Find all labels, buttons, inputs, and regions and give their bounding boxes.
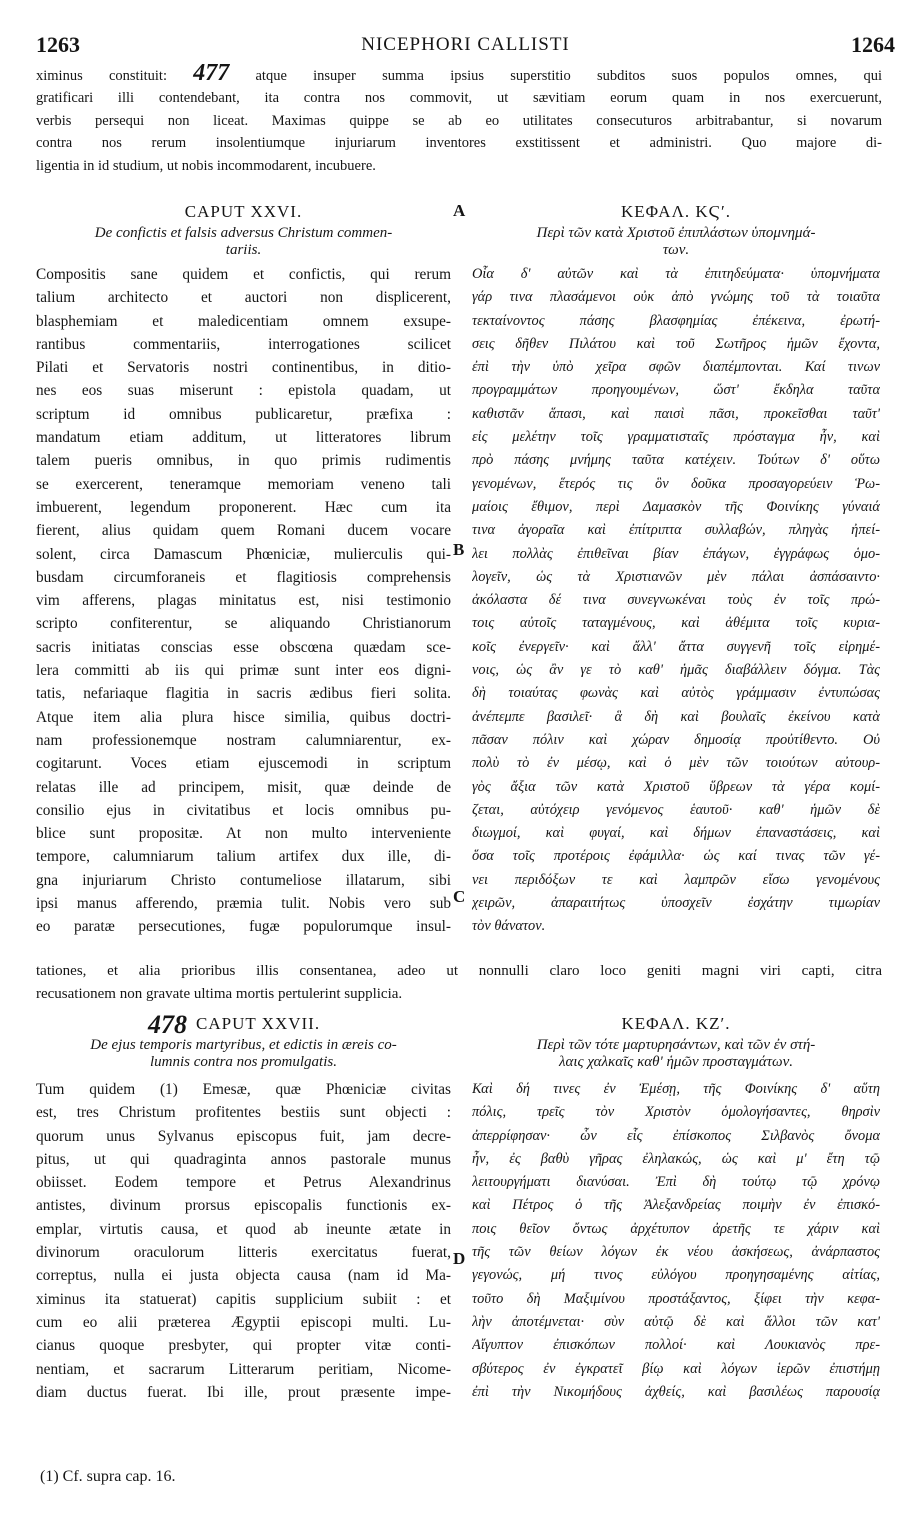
text-line: Αἴγυπτον ἐπισκόπων πολλοί· καὶ Λουκιανὸς πρε- [472,1337,880,1354]
text-line: τεκταίνοντος πάσης βλασφημίας ἐπέκεινα, ἐρωτή- [472,312,880,329]
text-line: δὴ τοιαύτας φωνὰς καὶ αὐτὸς γράμμασιν ἐντυπώσας [472,685,880,702]
text-line: τινα ἀγοραῖα καὶ ἐπίτριπτα συλλαβών, πληγὰς ἠπεί- [472,522,880,539]
text-line: quorum unus Sylvanus episcopus fuit, jam decre- [36,1127,451,1145]
caput-26-latin-column [36,263,451,939]
text-line: γεγονώς, μή τινος εὐλόγου προηγησαμένης αἰτίας, [472,1267,880,1284]
text-line: μαίοις ἔθιμον, περὶ Δαμασκὸν τῆς Φοινίκης γύναιά [472,498,880,515]
text-line: γάρ τινα πλασάμενοι οὐκ ἀπὸ γνώμης τοῦ τὰ τοιαῦτα [472,289,880,306]
caput-27-latin-title: CAPUT XXVII. [196,1014,321,1033]
text-line: διωγμοί, καὶ φυγαί, καὶ δήμων ἐπαναστάσεις, καὶ [472,825,880,842]
text-line: νει περιδόξων τε καὶ λαμπρῶν εἴσω γενομένους [472,871,880,888]
subtitle-line: Περὶ τῶν κατὰ Χριστοῦ ἐπιπλάστων ὑπομνημά- [536,225,816,241]
text-line: consilio ejus in civitatibus et locis omnibus pu- [36,801,451,819]
caput-27-latin-subtitle [36,1037,451,1071]
column-number-477: 477 [193,62,230,86]
text-line: blice sunt propositæ. At non multo interveniente [36,825,451,843]
running-header [36,32,895,58]
text-line: correptus, nulla ei justa objecta causa (nam id Ma- [36,1267,451,1285]
text-line: pitus, ut qui quadraginta annos pastorale munus [36,1150,451,1168]
subtitle-line: tariis. [225,242,262,258]
text-line: ζεται, αὐτόχειρ γενόμενος ἑαυτοῦ· καθ' ἡμῶν δὲ [472,801,880,818]
intro-paragraph [36,62,882,177]
text-line: nes eos suas miserunt : epistola quadam, ut [36,382,451,400]
text-line: Καὶ δή τινες ἐν Ἐμέσῃ, τῆς Φοινίκης δ' αὕτη [472,1081,880,1097]
caput-27-greek-column [472,1078,880,1404]
text-line: est, tres Christum profitentes bestiis sunt objecti : [36,1104,451,1122]
text-line: imbuerent, legendum proponerent. Hæc cum ita [36,498,451,516]
caput-26-greek-column [472,263,880,939]
text-line: ipsi manus afferendo, præmia tulit. Nobis vero sub [36,895,451,913]
text-line: πᾶσαν πόλιν καὶ χώραν δημοσίᾳ προὐτίθεντο. Οὐ [472,731,880,748]
text-line: scripto confiterentur, se aliquando Christianorum [36,615,451,633]
caput-26-latin-title: CAPUT XXVI. [184,202,303,221]
text-line: λειτουργήματι διανύσαι. Ἐπὶ δὴ τούτῳ τῷ χρόνῳ [472,1174,880,1191]
caput-26-greek-subtitle [472,225,880,259]
text-line: cum eo alii præterea Ægyptii episcopi multi. Lu- [36,1313,451,1331]
text-line: solent, circa Damascum Phœniciæ, mulierculis qui- [36,545,451,563]
intro-line: contra nos rerum insolentiumque injuriarum inventores exstitissent et administri. Quo majore di- [36,135,882,152]
text-line: divinorum oraculorum litteris exercitatus fuerat, [36,1244,451,1262]
intro-line: ligentia in id studium, ut nobis incommodarent, incubuere. [36,157,376,174]
text-line: ἀπερρίφησαν· ὧν εἷς ἐπίσκοπος Σιλβανὸς ὄνομα [472,1127,880,1144]
text-line: fierent, alius quidam quem Romani ducem vocare [36,522,451,540]
text-line: cogitarunt. Voces etiam ejuscemodi in scriptum [36,755,451,773]
bottom-line: tationes, et alia prioribus illis consentanea, adeo ut nonnulli claro loco geniti magni viri capti, citra [36,963,882,979]
text-line: λογεῖν, ὡς τὰ Χριστιανῶν μὲν πάλαι ἀσπάσαιντο· [472,568,880,585]
text-line: talem pueris omnibus, in quo primis rudimentis [36,452,451,470]
text-line: antistes, divinum prorsus episcopalis functionis ex- [36,1197,451,1215]
text-line: rantibus commentariis, interrogationes scilicet [36,335,451,353]
text-line: ἐπὶ τὴν ὑπὸ χεῖρα σφῶν διαπέμπονται. Καί τινων [472,359,880,376]
text-line: λὴν ἀποτέμνεται· σὺν αὐτῷ δὲ καὶ ἄλλοι τῶν κατ' [472,1313,880,1330]
text-line: τὸν θάνατον. [472,918,546,935]
subtitle-line: De ejus temporis martyribus, et edictis in æreis co- [90,1037,397,1053]
text-line: nentiam, et sacrarum Litterarum peritiam, Nicome- [36,1360,451,1378]
text-line: Pilati et Servatoris nostri continentibus, in ditio- [36,359,451,377]
text-line: busdam circumforaneis et flagitiosis comprehensis [36,568,451,586]
text-line: scriptum id omnibus publicaretur, præfixa : [36,405,451,423]
text-line: ἐπὶ τὴν Νικομήδους ἀχθείς, καὶ βασιλέως παρουσίᾳ [472,1383,880,1400]
text-line: ὅσα τοῖς προτέροις ἐφάμιλλα· ὡς καί τινας τῶν γέ- [472,848,880,865]
footnote: (1) Cf. supra cap. 16. [40,1468,176,1485]
running-title: NICEPHORI CALLISTI [361,34,570,55]
column-number-478: 478 [148,1010,187,1039]
margin-mark-d: D [453,1249,466,1268]
text-line: Tum quidem (1) Emesæ, quæ Phœniciæ civitas [36,1081,451,1098]
margin-mark-c: C [453,887,466,906]
text-line: καθιστᾶν ἅπασι, καὶ παισὶ πᾶσι, προκεῖσθαι ταῦτ' [472,405,880,422]
text-line: sacris initiatas conscias esse obscœna quædam sce- [36,638,451,656]
text-line: τοις αὐτοῖς ταταγμένους, καὶ ἀθέμιτα τοῖς κυρια- [472,615,880,632]
caput-26-latin-subtitle [36,225,451,259]
text-line: obiisset. Eodem tempore et Petrus Alexandrinus [36,1174,451,1192]
margin-mark-a: A [453,201,466,220]
subtitle-line: lumnis contra nos promulgatis. [150,1054,337,1070]
text-line: ποις θεῖον ὄντως ἀρχέτυπον ἀρετῆς τε χάριν καὶ [472,1220,880,1237]
page-number-right: 1264 [851,32,895,57]
intro-line: verbis persequi non liceat. Maximas quippe se ab eo utilitates consecuturos arbitrabantur, si novarum [36,112,882,129]
text-line: πόλις, τρεῖς τὸν Χριστὸν ὁμολογήσαντες, θηρσὶν [472,1104,880,1121]
text-line: πρὸ πάσης μνήμης ταῦτα κατέχειν. Τούτων δ' οὕτω [472,452,880,469]
text-line: προγραμμάτων προηγουμένων, ὥστ' ἔκδηλα ταῦτα [472,382,880,399]
caput-27-greek-title: ΚΕΦΑΛ. ΚΖʹ. [621,1014,731,1033]
caput-26-bottom-lines [36,960,882,1005]
text-line: talium architecto et auctori non displicerent, [36,289,451,307]
text-line: πολὺ τὸ ἐν μέσῳ, καὶ ὁ μὲν τῶν τοιούτων αὐτουρ- [472,755,880,772]
text-line: tempore, calumniarum talium artifex dux ille, di- [36,848,451,866]
text-line: χειρῶν, ἀπαραιτήτως ὑποσχεῖν ἐσχάτην τιμωρίαν [472,895,880,912]
text-line: ἀκόλαστα δέ τινα συνεγνωκέναι τοὺς ἐν τοῖς πρώ- [472,592,880,609]
text-line: Compositis sane quidem et confictis, qui rerum [36,266,451,283]
text-line: ἦν, ἐς βαθὺ γῆρας ἐληλακώς, ὡς καὶ μ' ἔτη τῷ [472,1150,880,1167]
text-line: νοις, ὡς ἂν γε τὸ καθ' ἡμᾶς διαβάλλειν δόγμα. Τὰς [472,662,880,679]
text-line: relatas ille ad principem, misit, quæ deinde de [36,778,451,796]
subtitle-line: Περὶ τῶν τότε μαρτυρησάντων, καὶ τῶν ἐν στή- [536,1037,816,1053]
text-line: τῆς τῶν θείων λόγων ἐκ νέου ἀσκήσεως, ἀνάρπαστος [472,1244,880,1261]
bottom-line: recusationem non gravate ultima mortis pertulerint supplicia. [36,985,403,1002]
subtitle-line: De confictis et falsis adversus Christum commen- [94,225,393,241]
text-line: gna injuriarum Christo contumeliose illatarum, sibi [36,871,451,889]
subtitle-line: λαις χαλκαῖς καθ' ἡμῶν προσταγμάτων. [558,1054,793,1070]
text-line: mandatum etiam additum, ut litteratores librum [36,429,451,447]
text-line: Atque item alia plura hisce similia, quibus doctri- [36,708,451,726]
margin-mark-b: B [453,540,465,559]
caput-27-latin-column [36,1078,451,1404]
text-line: emplar, virtutis causa, et quod ab ineunte ætate in [36,1220,451,1238]
page-number-left: 1263 [36,32,80,57]
intro-line: gratificari illi contendebant, ita contra nos commovit, ut sævitiam eorum quam in nos exercuerunt, [36,90,882,107]
text-line: γενομένων, ἕτερός τις ὃν δοῦκα προσαγορεύειν Ῥω- [472,475,880,492]
text-line: ἀνέπεμπε βασιλεῖ· ἃ δὴ καὶ βουλαῖς ἐκείνου κατὰ [472,708,880,725]
text-line: Οἷα δ' αὐτῶν καὶ τὰ ἐπιτηδεύματα· ὑπομνήματα [472,266,880,282]
text-line: ximinus ita statuerat) capitis supplicium subiit : et [36,1290,451,1308]
text-line: blasphemiam et maledicentiam omnem exsupe- [36,312,451,330]
text-line: nam professionemque nostram calumniarentur, ex- [36,731,451,749]
text-line: εἰς μελέτην τοῖς γραμματισταῖς πρόσταγμα ἦν, καὶ [472,429,880,446]
text-line: καὶ Πέτρος ὁ τῆς Ἀλεξανδρείας ποιμὴν ἐν ἐπισκό- [472,1197,880,1214]
text-line: τοῦτο δὴ Μαξιμίνου προστάξαντος, ξίφει τὴν κεφα- [472,1290,880,1307]
text-line: vim afferens, plagas minitatus est, nisi testimonio [36,592,451,610]
caput-26-greek-title: ΚΕΦΑΛ. ΚϚʹ. [621,202,731,221]
intro-first-prefix: ximinus constituit: [36,68,167,84]
text-line: se exercerent, teneramque memoriam veneno tali [36,475,451,493]
text-line: eo paratæ persecutiones, fugæ populorumque insul- [36,918,451,936]
text-line: lera committi ab iis qui primæ sunt inter eos digni- [36,662,451,680]
caput-27-greek-subtitle [472,1037,880,1071]
text-line: γὸς ἄξια τῶν κατὰ Χριστοῦ ὕβρεων τὰ γέρα κομί- [472,778,880,795]
text-line: σβύτερος ἐν ἐγκρατεῖ βίῳ καὶ λόγων ἱερῶν ἐπιστήμῃ [472,1360,880,1377]
subtitle-line: των. [662,242,690,258]
text-line: κοῖς ἐνεργεῖν· καὶ ἄλλ' ἄττα συγγενῆ τοῖς εἰρημέ- [472,638,880,655]
intro-first-rest: atque insuper summa ipsius superstitio subditos suos populos omnes, qui [255,68,882,84]
text-line: tatis, nefariaque flagitia in sacris ædibus fieri solita. [36,685,451,703]
text-line: diam ductus fuerat. Ibi ille, prout præsente impe- [36,1383,451,1401]
text-line: σεις δῆθεν Πιλάτου καὶ τοῦ Σωτῆρος ἡμῶν ἔχοντα, [472,335,880,352]
text-line: cianus quoque presbyter, qui propter vitæ conti- [36,1337,451,1355]
intro-first-line [36,62,882,87]
text-line: λει πολλὰς ἐπιθεῖναι βίαν ἐπάγων, ἐγγράφως ὁμο- [472,545,880,562]
